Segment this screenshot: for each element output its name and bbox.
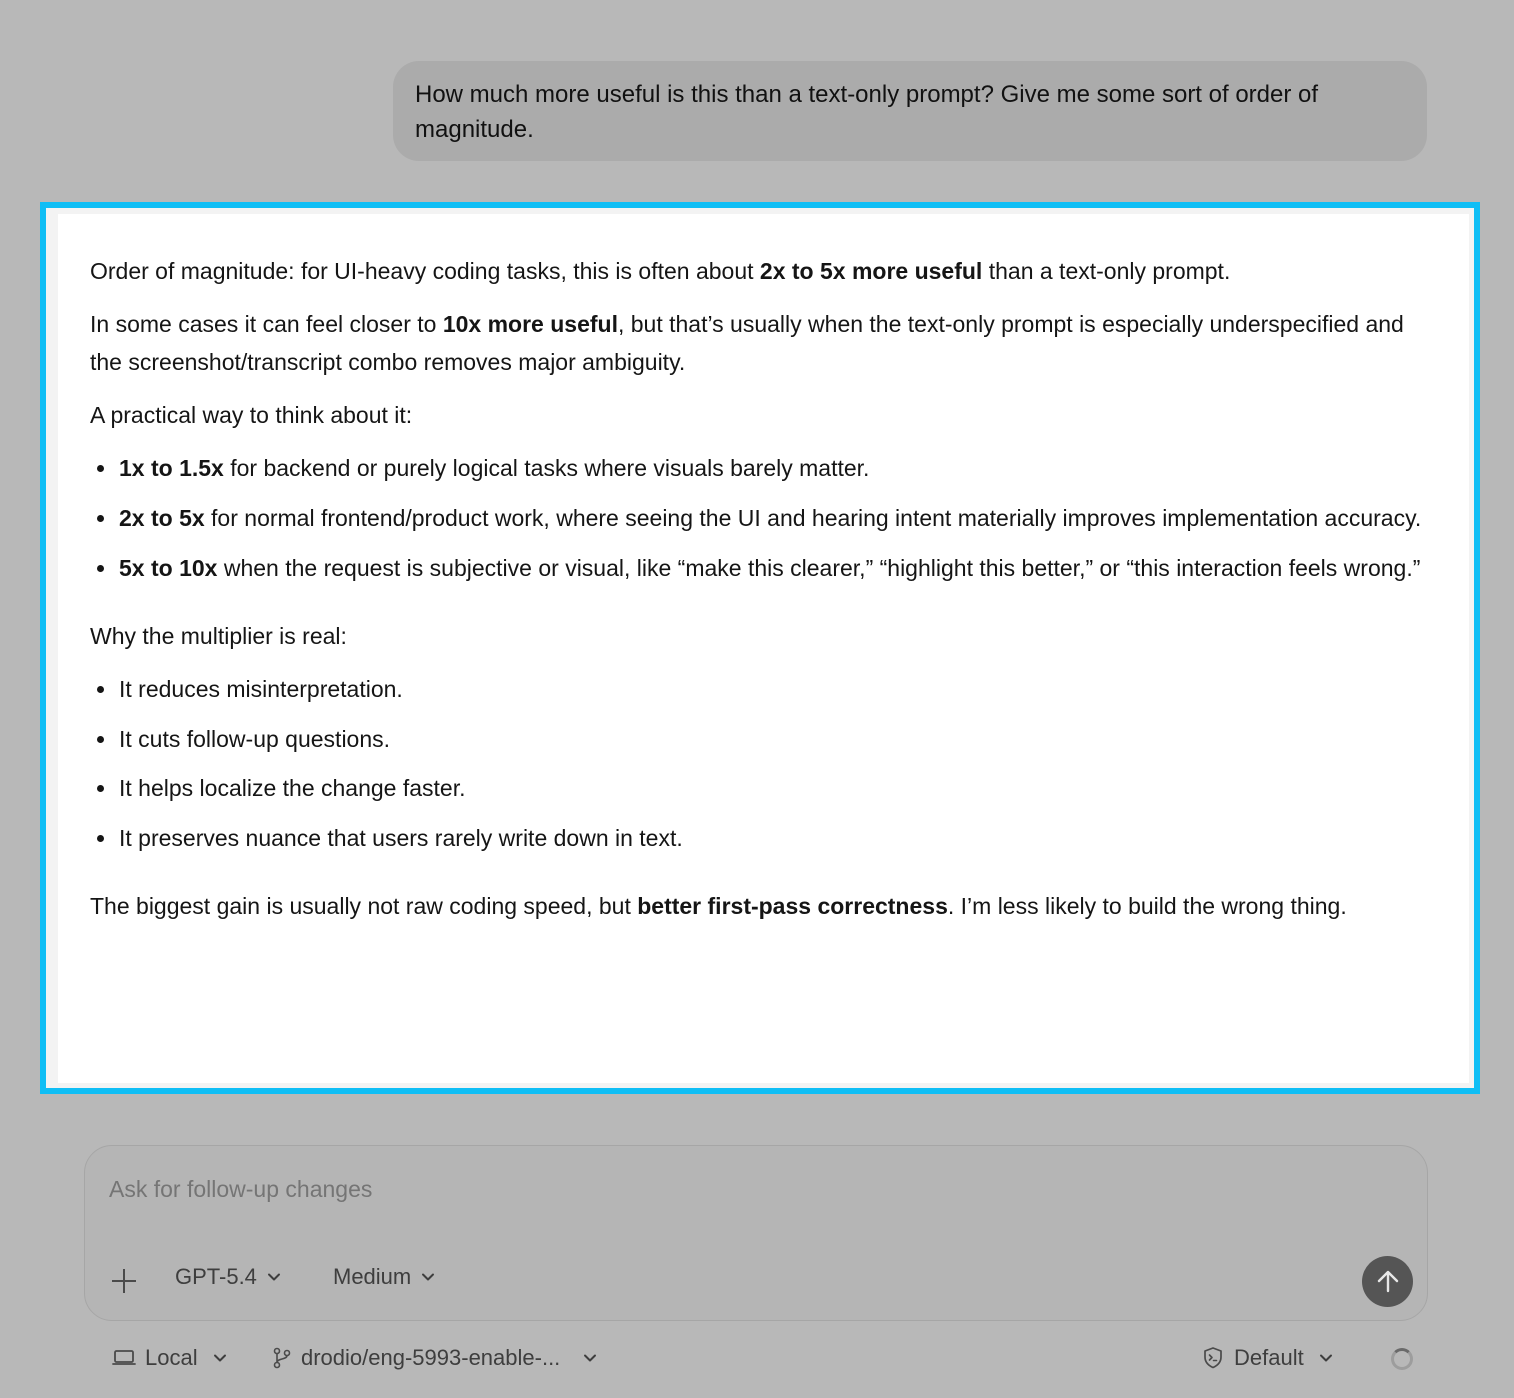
effort-label: Medium: [333, 1264, 412, 1289]
response-paragraph-4: Why the multiplier is real:: [90, 623, 347, 649]
list-item: It reduces misinterpretation.: [119, 670, 1437, 708]
environment-selector[interactable]: [112, 1345, 227, 1371]
branch-label: drodio/eng-5993-enable-...: [301, 1345, 561, 1370]
reasoning-effort-selector[interactable]: [333, 1264, 435, 1290]
user-message-bubble: [393, 61, 1427, 161]
user-message-text: How much more useful is this than a text-only prompt? Give me some sort of order of magnitude.: [415, 81, 1319, 143]
reasons-list: [90, 670, 1437, 857]
model-selector[interactable]: [175, 1264, 281, 1290]
environment-label: Local: [145, 1345, 198, 1370]
laptop-icon: [112, 1348, 136, 1368]
chevron-down-icon: [213, 1351, 227, 1365]
multiplier-list: [90, 449, 1437, 587]
loading-spinner-icon: [1391, 1348, 1413, 1370]
list-item: It helps localize the change faster.: [119, 769, 1437, 807]
permissions-selector[interactable]: [1201, 1345, 1333, 1371]
permissions-label: Default: [1234, 1345, 1304, 1370]
add-attachment-button[interactable]: [109, 1266, 139, 1296]
shield-terminal-icon: [1201, 1346, 1225, 1370]
arrow-up-icon: [1375, 1269, 1401, 1295]
response-paragraph-2: In some cases it can feel closer to 10x more useful, but that’s usually when the text-only prompt is especially underspecified and the screenshot/transcript combo removes major ambiguity.: [90, 311, 1404, 375]
highlight-frame: [40, 202, 1480, 1094]
chevron-down-icon: [1319, 1351, 1333, 1365]
composer: [84, 1145, 1428, 1321]
send-button[interactable]: [1362, 1256, 1413, 1307]
git-branch-icon: [272, 1347, 292, 1369]
chevron-down-icon: [583, 1351, 597, 1365]
response-paragraph-5: The biggest gain is usually not raw coding speed, but better first-pass correctness. I’m less likely to build the wrong thing.: [90, 892, 1347, 919]
list-item: It preserves nuance that users rarely write down in text.: [119, 819, 1437, 857]
follow-up-input[interactable]: [107, 1168, 1405, 1210]
response-paragraph-3: A practical way to think about it:: [90, 402, 413, 428]
list-item: 5x to 10x when the request is subjective or visual, like “make this clearer,” “highlight this better,” or “this interaction feels wrong.”: [119, 549, 1437, 587]
list-item: 2x to 5x for normal frontend/product work, where seeing the UI and hearing intent materially improves implementation accuracy.: [119, 499, 1437, 537]
response-paragraph-1: Order of magnitude: for UI-heavy coding tasks, this is often about 2x to 5x more useful than a text-only prompt.: [90, 258, 1231, 284]
list-item: It cuts follow-up questions.: [119, 720, 1437, 758]
chevron-down-icon: [267, 1270, 281, 1284]
model-label: GPT-5.4: [175, 1264, 257, 1289]
branch-selector[interactable]: [272, 1345, 597, 1371]
chevron-down-icon: [421, 1270, 435, 1284]
assistant-response: [58, 214, 1469, 1083]
list-item: 1x to 1.5x for backend or purely logical tasks where visuals barely matter.: [119, 449, 1437, 487]
